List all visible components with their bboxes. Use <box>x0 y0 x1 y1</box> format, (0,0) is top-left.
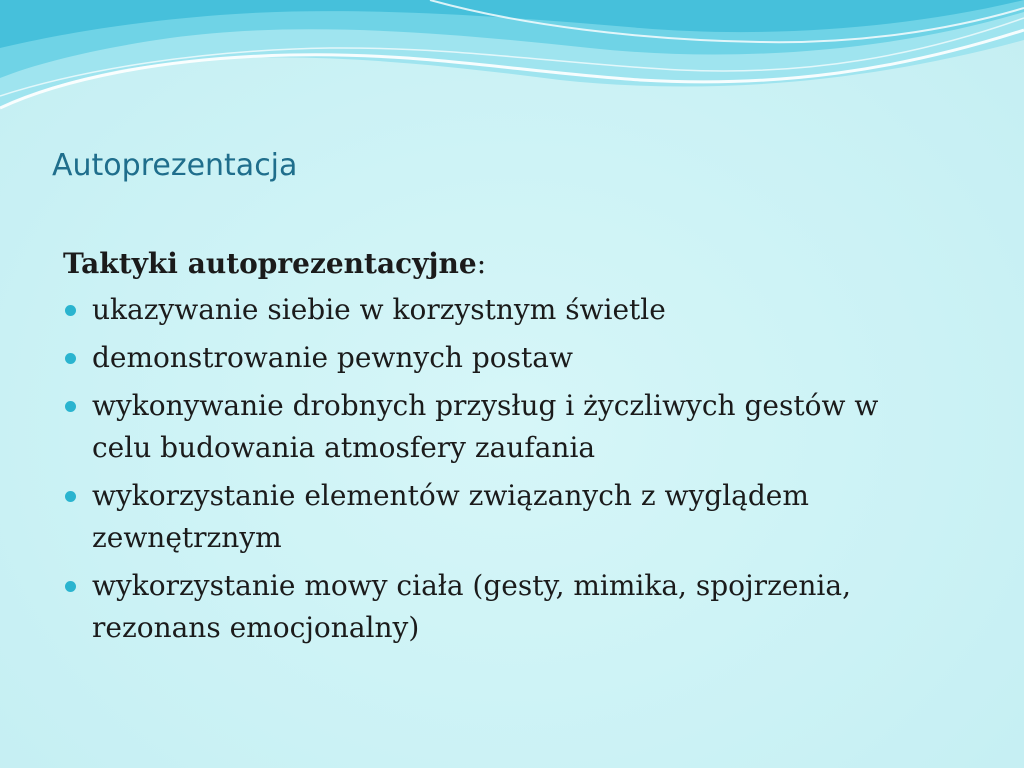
list-item <box>63 475 943 559</box>
list-item-text: wykonywanie drobnych przysług i życzliwych gestów w celu budowania atmosfery zaufania <box>92 389 879 464</box>
header-wave-decoration <box>0 0 1024 130</box>
section-heading <box>63 243 943 285</box>
slide-body <box>63 243 943 655</box>
list-item <box>63 289 943 331</box>
section-heading-bold: Taktyki autoprezentacyjne <box>63 247 477 280</box>
bullet-icon <box>65 353 76 364</box>
list-item <box>63 385 943 469</box>
list-item-text: wykorzystanie elementów związanych z wyglądem zewnętrznym <box>92 479 809 554</box>
bullet-icon <box>65 581 76 592</box>
list-item-text: wykorzystanie mowy ciała (gesty, mimika, spojrzenia, rezonans emocjonalny) <box>92 569 851 644</box>
bullet-list <box>63 289 943 649</box>
list-item-text: demonstrowanie pewnych postaw <box>92 341 573 374</box>
bullet-icon <box>65 305 76 316</box>
bullet-icon <box>65 491 76 502</box>
section-heading-suffix: : <box>476 247 487 280</box>
bullet-icon <box>65 401 76 412</box>
list-item <box>63 565 943 649</box>
list-item-text: ukazywanie siebie w korzystnym świetle <box>92 293 666 326</box>
list-item <box>63 337 943 379</box>
slide-title: Autoprezentacja <box>52 148 298 183</box>
